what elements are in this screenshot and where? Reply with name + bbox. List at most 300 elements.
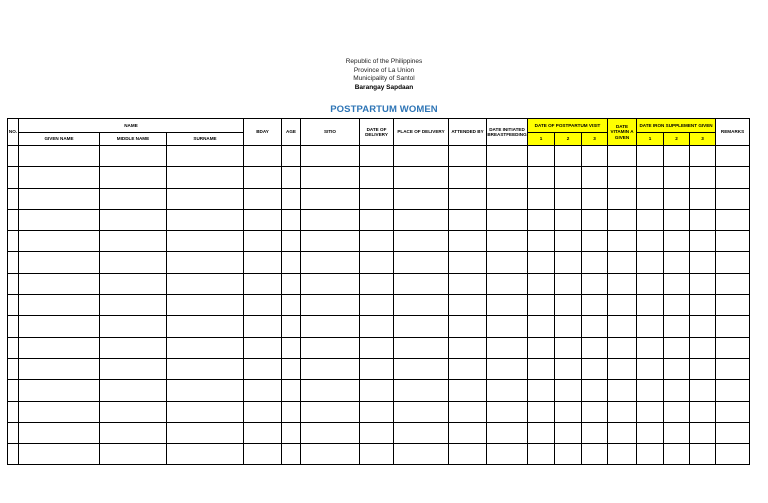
table-cell[interactable]: [167, 401, 244, 422]
table-cell[interactable]: [487, 444, 528, 465]
table-cell[interactable]: [282, 316, 301, 337]
table-row: [8, 146, 750, 167]
table-cell[interactable]: [394, 422, 449, 443]
table-cell[interactable]: [690, 358, 716, 379]
table-cell[interactable]: [282, 358, 301, 379]
table-cell[interactable]: [528, 146, 555, 167]
table-cell[interactable]: [100, 316, 167, 337]
table-cell[interactable]: [244, 444, 282, 465]
table-cell[interactable]: [487, 358, 528, 379]
table-cell[interactable]: [282, 295, 301, 316]
table-cell[interactable]: [528, 380, 555, 401]
table-cell[interactable]: [716, 316, 750, 337]
table-cell[interactable]: [8, 188, 19, 209]
table-cell[interactable]: [637, 146, 664, 167]
table-cell[interactable]: [555, 422, 582, 443]
table-cell[interactable]: [282, 273, 301, 294]
table-cell[interactable]: [100, 380, 167, 401]
col-visit-3: 3: [582, 133, 608, 146]
table-cell[interactable]: [19, 401, 100, 422]
table-cell[interactable]: [301, 273, 360, 294]
table-cell[interactable]: [8, 209, 19, 230]
table-cell[interactable]: [637, 380, 664, 401]
table-cell[interactable]: [244, 167, 282, 188]
table-cell[interactable]: [282, 188, 301, 209]
table-cell[interactable]: [167, 231, 244, 252]
table-cell[interactable]: [244, 380, 282, 401]
table-cell[interactable]: [487, 167, 528, 188]
table-cell[interactable]: [582, 401, 608, 422]
table-cell[interactable]: [244, 188, 282, 209]
table-cell[interactable]: [282, 422, 301, 443]
table-cell[interactable]: [716, 337, 750, 358]
table-cell[interactable]: [528, 337, 555, 358]
table-cell[interactable]: [664, 401, 690, 422]
postpartum-table: [7, 118, 750, 465]
table-cell[interactable]: [637, 295, 664, 316]
table-cell[interactable]: [582, 444, 608, 465]
table-cell[interactable]: [394, 337, 449, 358]
table-cell[interactable]: [100, 337, 167, 358]
table-cell[interactable]: [8, 380, 19, 401]
table-cell[interactable]: [528, 209, 555, 230]
table-cell[interactable]: [8, 167, 19, 188]
table-cell[interactable]: [167, 337, 244, 358]
table-cell[interactable]: [637, 273, 664, 294]
table-cell[interactable]: [582, 252, 608, 273]
table-cell[interactable]: [394, 209, 449, 230]
table-cell[interactable]: [8, 358, 19, 379]
table-cell[interactable]: [301, 337, 360, 358]
table-cell[interactable]: [582, 316, 608, 337]
table-cell[interactable]: [555, 380, 582, 401]
table-cell[interactable]: [394, 146, 449, 167]
table-cell[interactable]: [167, 146, 244, 167]
table-cell[interactable]: [608, 316, 637, 337]
table-cell[interactable]: [608, 252, 637, 273]
table-cell[interactable]: [582, 358, 608, 379]
table-cell[interactable]: [664, 252, 690, 273]
table-cell[interactable]: [19, 188, 100, 209]
table-cell[interactable]: [487, 295, 528, 316]
table-cell[interactable]: [555, 146, 582, 167]
table-cell[interactable]: [582, 146, 608, 167]
table-cell[interactable]: [690, 146, 716, 167]
table-cell[interactable]: [301, 380, 360, 401]
table-cell[interactable]: [690, 231, 716, 252]
table-cell[interactable]: [582, 167, 608, 188]
table-cell[interactable]: [244, 422, 282, 443]
table-cell[interactable]: [716, 295, 750, 316]
table-cell[interactable]: [167, 422, 244, 443]
table-body: [8, 146, 750, 465]
table-cell[interactable]: [716, 380, 750, 401]
table-cell[interactable]: [19, 231, 100, 252]
table-cell[interactable]: [301, 444, 360, 465]
table-cell[interactable]: [608, 231, 637, 252]
table-cell[interactable]: [301, 231, 360, 252]
table-cell[interactable]: [167, 444, 244, 465]
table-cell[interactable]: [167, 167, 244, 188]
table-cell[interactable]: [637, 316, 664, 337]
table-cell[interactable]: [637, 231, 664, 252]
table-cell[interactable]: [608, 209, 637, 230]
table-cell[interactable]: [282, 337, 301, 358]
table-cell[interactable]: [690, 188, 716, 209]
table-cell[interactable]: [394, 444, 449, 465]
table-cell[interactable]: [8, 231, 19, 252]
table-cell[interactable]: [716, 422, 750, 443]
table-cell[interactable]: [555, 401, 582, 422]
table-cell[interactable]: [608, 188, 637, 209]
table-cell[interactable]: [637, 167, 664, 188]
table-cell[interactable]: [167, 316, 244, 337]
table-cell[interactable]: [19, 209, 100, 230]
table-cell[interactable]: [608, 444, 637, 465]
table-cell[interactable]: [582, 273, 608, 294]
table-cell[interactable]: [301, 401, 360, 422]
table-cell[interactable]: [360, 337, 394, 358]
table-cell[interactable]: [487, 146, 528, 167]
table-cell[interactable]: [528, 444, 555, 465]
table-row: [8, 380, 750, 401]
table-cell[interactable]: [449, 358, 487, 379]
table-cell[interactable]: [167, 209, 244, 230]
table-cell[interactable]: [394, 316, 449, 337]
table-cell[interactable]: [664, 167, 690, 188]
table-cell[interactable]: [449, 401, 487, 422]
table-cell[interactable]: [100, 273, 167, 294]
table-cell[interactable]: [394, 273, 449, 294]
table-cell[interactable]: [8, 316, 19, 337]
table-cell[interactable]: [244, 401, 282, 422]
table-cell[interactable]: [664, 273, 690, 294]
table-cell[interactable]: [394, 252, 449, 273]
table-cell[interactable]: [282, 167, 301, 188]
table-cell[interactable]: [637, 422, 664, 443]
table-cell[interactable]: [637, 358, 664, 379]
table-cell[interactable]: [8, 337, 19, 358]
table-cell[interactable]: [582, 231, 608, 252]
table-cell[interactable]: [608, 273, 637, 294]
table-cell[interactable]: [282, 401, 301, 422]
table-cell[interactable]: [664, 188, 690, 209]
table-cell[interactable]: [664, 146, 690, 167]
table-cell[interactable]: [690, 295, 716, 316]
table-cell[interactable]: [449, 146, 487, 167]
table-cell[interactable]: [360, 316, 394, 337]
table-cell[interactable]: [449, 337, 487, 358]
table-cell[interactable]: [167, 295, 244, 316]
table-cell[interactable]: [301, 422, 360, 443]
table-cell[interactable]: [690, 273, 716, 294]
table-cell[interactable]: [664, 209, 690, 230]
table-cell[interactable]: [394, 401, 449, 422]
table-cell[interactable]: [244, 273, 282, 294]
table-cell[interactable]: [608, 358, 637, 379]
table-cell[interactable]: [394, 380, 449, 401]
table-cell[interactable]: [608, 146, 637, 167]
table-cell[interactable]: [100, 295, 167, 316]
table-cell[interactable]: [582, 337, 608, 358]
table-cell[interactable]: [449, 209, 487, 230]
table-cell[interactable]: [449, 252, 487, 273]
table-cell[interactable]: [301, 358, 360, 379]
col-iron-3: 3: [690, 133, 716, 146]
table-cell[interactable]: [716, 146, 750, 167]
table-cell[interactable]: [8, 252, 19, 273]
table-cell[interactable]: [19, 295, 100, 316]
table-cell[interactable]: [19, 358, 100, 379]
table-cell[interactable]: [8, 401, 19, 422]
table-cell[interactable]: [167, 273, 244, 294]
table-cell[interactable]: [528, 252, 555, 273]
table-cell[interactable]: [282, 380, 301, 401]
table-cell[interactable]: [487, 422, 528, 443]
table-cell[interactable]: [8, 444, 19, 465]
table-cell[interactable]: [528, 167, 555, 188]
table-cell[interactable]: [582, 295, 608, 316]
col-bday: BDAY: [244, 119, 282, 146]
table-cell[interactable]: [167, 252, 244, 273]
col-date-initiated-breastfeeding: DATE INITIATED BREASTFEEDING: [487, 119, 528, 146]
table-cell[interactable]: [360, 422, 394, 443]
table-cell[interactable]: [528, 401, 555, 422]
table-cell[interactable]: [449, 273, 487, 294]
table-cell[interactable]: [555, 295, 582, 316]
table-cell[interactable]: [360, 252, 394, 273]
table-cell[interactable]: [282, 231, 301, 252]
table-cell[interactable]: [487, 316, 528, 337]
table-cell[interactable]: [244, 316, 282, 337]
table-row: [8, 252, 750, 273]
table-cell[interactable]: [664, 358, 690, 379]
table-cell[interactable]: [487, 252, 528, 273]
table-cell[interactable]: [394, 188, 449, 209]
table-cell[interactable]: [555, 316, 582, 337]
table-cell[interactable]: [487, 380, 528, 401]
table-cell[interactable]: [8, 295, 19, 316]
col-attended-by: ATTENDED BY: [449, 119, 487, 146]
table-cell[interactable]: [449, 316, 487, 337]
table-cell[interactable]: [100, 188, 167, 209]
table-cell[interactable]: [19, 422, 100, 443]
table-cell[interactable]: [19, 380, 100, 401]
col-given-name: GIVEN NAME: [19, 133, 100, 146]
table-cell[interactable]: [19, 337, 100, 358]
col-iron-1: 1: [637, 133, 664, 146]
table-cell[interactable]: [394, 295, 449, 316]
table-cell[interactable]: [716, 358, 750, 379]
table-cell[interactable]: [100, 167, 167, 188]
table-cell[interactable]: [528, 231, 555, 252]
table-cell[interactable]: [449, 380, 487, 401]
table-cell[interactable]: [19, 146, 100, 167]
table-cell[interactable]: [608, 401, 637, 422]
table-cell[interactable]: [282, 146, 301, 167]
table-cell[interactable]: [637, 252, 664, 273]
table-cell[interactable]: [528, 188, 555, 209]
table-cell[interactable]: [360, 273, 394, 294]
table-cell[interactable]: [608, 295, 637, 316]
table-cell[interactable]: [716, 231, 750, 252]
table-cell[interactable]: [716, 167, 750, 188]
table-cell[interactable]: [301, 252, 360, 273]
table-cell[interactable]: [487, 209, 528, 230]
table-cell[interactable]: [637, 337, 664, 358]
table-cell[interactable]: [244, 252, 282, 273]
table-cell[interactable]: [167, 380, 244, 401]
table-cell[interactable]: [690, 167, 716, 188]
table-cell[interactable]: [301, 167, 360, 188]
table-cell[interactable]: [8, 422, 19, 443]
table-cell[interactable]: [664, 295, 690, 316]
table-cell[interactable]: [19, 273, 100, 294]
table-cell[interactable]: [716, 401, 750, 422]
table-cell[interactable]: [716, 273, 750, 294]
table-cell[interactable]: [100, 146, 167, 167]
table-cell[interactable]: [487, 188, 528, 209]
table-cell[interactable]: [690, 209, 716, 230]
table-cell[interactable]: [282, 444, 301, 465]
table-cell[interactable]: [690, 444, 716, 465]
table-cell[interactable]: [19, 252, 100, 273]
table-cell[interactable]: [167, 358, 244, 379]
table-cell[interactable]: [487, 401, 528, 422]
table-cell[interactable]: [360, 231, 394, 252]
table-cell[interactable]: [100, 444, 167, 465]
table-cell[interactable]: [449, 231, 487, 252]
table-cell[interactable]: [394, 231, 449, 252]
table-cell[interactable]: [716, 444, 750, 465]
table-cell[interactable]: [555, 252, 582, 273]
table-cell[interactable]: [487, 337, 528, 358]
table-cell[interactable]: [100, 209, 167, 230]
table-cell[interactable]: [244, 337, 282, 358]
table-cell[interactable]: [690, 252, 716, 273]
table-cell[interactable]: [282, 252, 301, 273]
table-cell[interactable]: [555, 444, 582, 465]
republic-line: Republic of the Philippines: [345, 58, 423, 65]
table-cell[interactable]: [301, 316, 360, 337]
table-cell[interactable]: [449, 188, 487, 209]
table-cell[interactable]: [244, 231, 282, 252]
table-cell[interactable]: [555, 337, 582, 358]
table-cell[interactable]: [100, 358, 167, 379]
table-cell[interactable]: [690, 380, 716, 401]
table-cell[interactable]: [360, 146, 394, 167]
table-cell[interactable]: [19, 444, 100, 465]
table-cell[interactable]: [555, 358, 582, 379]
table-cell[interactable]: [301, 295, 360, 316]
table-cell[interactable]: [582, 209, 608, 230]
col-date-of-delivery: DATE OF DELIVERY: [360, 119, 394, 146]
table-cell[interactable]: [8, 146, 19, 167]
table-cell[interactable]: [582, 422, 608, 443]
table-cell[interactable]: [167, 188, 244, 209]
table-cell[interactable]: [528, 358, 555, 379]
table-cell[interactable]: [100, 422, 167, 443]
table-cell[interactable]: [608, 422, 637, 443]
table-cell[interactable]: [664, 231, 690, 252]
table-cell[interactable]: [608, 380, 637, 401]
table-cell[interactable]: [608, 337, 637, 358]
table-cell[interactable]: [637, 209, 664, 230]
table-cell[interactable]: [360, 188, 394, 209]
table-cell[interactable]: [100, 252, 167, 273]
table-cell[interactable]: [664, 444, 690, 465]
table-cell[interactable]: [449, 295, 487, 316]
table-cell[interactable]: [716, 188, 750, 209]
table-cell[interactable]: [528, 273, 555, 294]
table-cell[interactable]: [244, 209, 282, 230]
table-cell[interactable]: [394, 167, 449, 188]
table-cell[interactable]: [449, 444, 487, 465]
table-cell[interactable]: [664, 422, 690, 443]
table-cell[interactable]: [637, 401, 664, 422]
table-cell[interactable]: [487, 273, 528, 294]
table-cell[interactable]: [716, 209, 750, 230]
table-cell[interactable]: [360, 401, 394, 422]
table-cell[interactable]: [244, 146, 282, 167]
table-cell[interactable]: [528, 316, 555, 337]
table-cell[interactable]: [555, 273, 582, 294]
table-cell[interactable]: [394, 358, 449, 379]
table-cell[interactable]: [360, 380, 394, 401]
table-cell[interactable]: [637, 444, 664, 465]
table-cell[interactable]: [555, 209, 582, 230]
table-cell[interactable]: [690, 316, 716, 337]
table-cell[interactable]: [637, 188, 664, 209]
table-cell[interactable]: [19, 316, 100, 337]
table-cell[interactable]: [19, 167, 100, 188]
table-cell[interactable]: [360, 295, 394, 316]
table-cell[interactable]: [716, 252, 750, 273]
table-cell[interactable]: [690, 337, 716, 358]
table-cell[interactable]: [100, 401, 167, 422]
table-cell[interactable]: [582, 380, 608, 401]
table-cell[interactable]: [582, 188, 608, 209]
table-cell[interactable]: [449, 167, 487, 188]
table-cell[interactable]: [528, 422, 555, 443]
table-cell[interactable]: [360, 358, 394, 379]
table-cell[interactable]: [449, 422, 487, 443]
table-cell[interactable]: [244, 358, 282, 379]
table-cell[interactable]: [608, 167, 637, 188]
table-cell[interactable]: [487, 231, 528, 252]
table-cell[interactable]: [664, 316, 690, 337]
table-cell[interactable]: [555, 188, 582, 209]
table-cell[interactable]: [301, 188, 360, 209]
table-cell[interactable]: [360, 167, 394, 188]
table-cell[interactable]: [555, 167, 582, 188]
table-cell[interactable]: [301, 146, 360, 167]
table-cell[interactable]: [244, 295, 282, 316]
table-cell[interactable]: [690, 422, 716, 443]
table-cell[interactable]: [100, 231, 167, 252]
table-cell[interactable]: [360, 209, 394, 230]
table-cell[interactable]: [360, 444, 394, 465]
table-row: [8, 401, 750, 422]
table-cell[interactable]: [8, 273, 19, 294]
table-cell[interactable]: [528, 295, 555, 316]
table-cell[interactable]: [690, 401, 716, 422]
table-cell[interactable]: [301, 209, 360, 230]
table-cell[interactable]: [282, 209, 301, 230]
table-cell[interactable]: [555, 231, 582, 252]
table-cell[interactable]: [664, 337, 690, 358]
table-cell[interactable]: [664, 380, 690, 401]
